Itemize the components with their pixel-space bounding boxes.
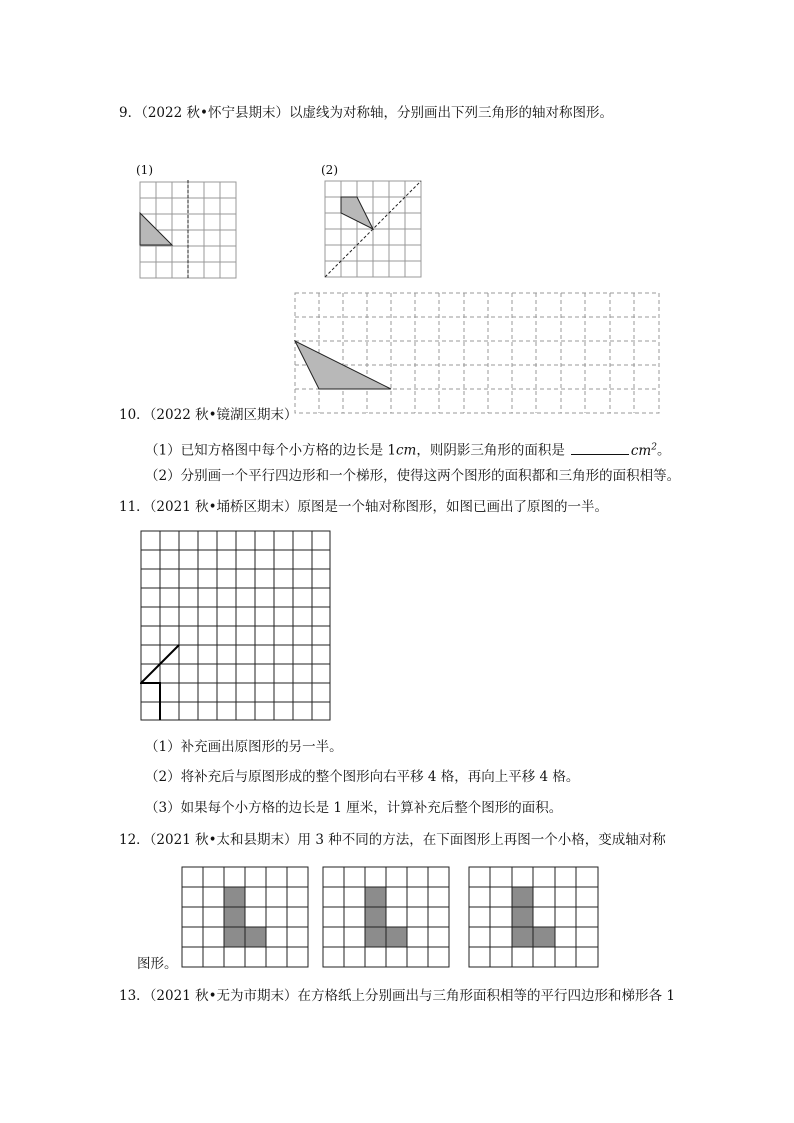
q10-part1-text: （1）已知方格图中每个小方格的边长是 1 [145,442,396,459]
q9-title: 9．（2022 秋•怀宁县期末）以虚线为对称轴，分别画出下列三角形的轴对称图形。 [119,105,613,121]
q11-part1: （1）补充画出原图形的另一半。 [145,739,343,755]
q10-answer-unit: $cm^2$ [630,442,657,459]
q11-part3: （3）如果每个小方格的边长是 1 厘米，计算补充后整个图形的面积。 [145,800,563,816]
q11-figure [140,530,334,724]
q12-figure-1 [181,866,311,970]
q12-title: 12．（2021 秋•太和县期末）用 3 种不同的方法，在下面图形上再图一个小格，变成轴对称 [119,832,666,848]
q10-part2: （2）分别画一个平行四边形和一个梯形，使得这两个图形的面积都和三角形的面积相等。 [145,468,681,484]
q12-tail: 图形。 [137,956,178,972]
q11-part2: （2）将补充后与原图形成的整个图形向右平移 4 格，再向上平移 4 格。 [145,769,580,785]
q10-part1 [145,438,670,460]
q10-part1-unit: cm [395,442,417,459]
q10-part1-middle: ，则阴影三角形的面积是 [416,442,565,459]
q13-title: 13．（2021 秋•无为市期末）在方格纸上分别画出与三角形面积相等的平行四边形和梯形各 1 [119,988,675,1004]
q10-triangle [295,341,391,389]
q9-label-2: (2) [321,163,338,177]
q9-figure-2 [318,162,430,282]
q10-answer-blank[interactable] [571,442,629,455]
q12-figure-3 [468,866,600,970]
q9-figure-1 [132,162,242,282]
q10-part1-end: 。 [656,442,671,459]
q12-figure-2 [322,866,452,970]
q10-title: 10．（2022 秋•镜湖区期末） [119,407,298,423]
q9-label-1: (1) [136,163,153,177]
q10-figure [294,292,662,416]
q11-title: 11．（2021 秋•埇桥区期末）原图是一个轴对称图形，如图已画出了原图的一半。 [119,499,609,515]
